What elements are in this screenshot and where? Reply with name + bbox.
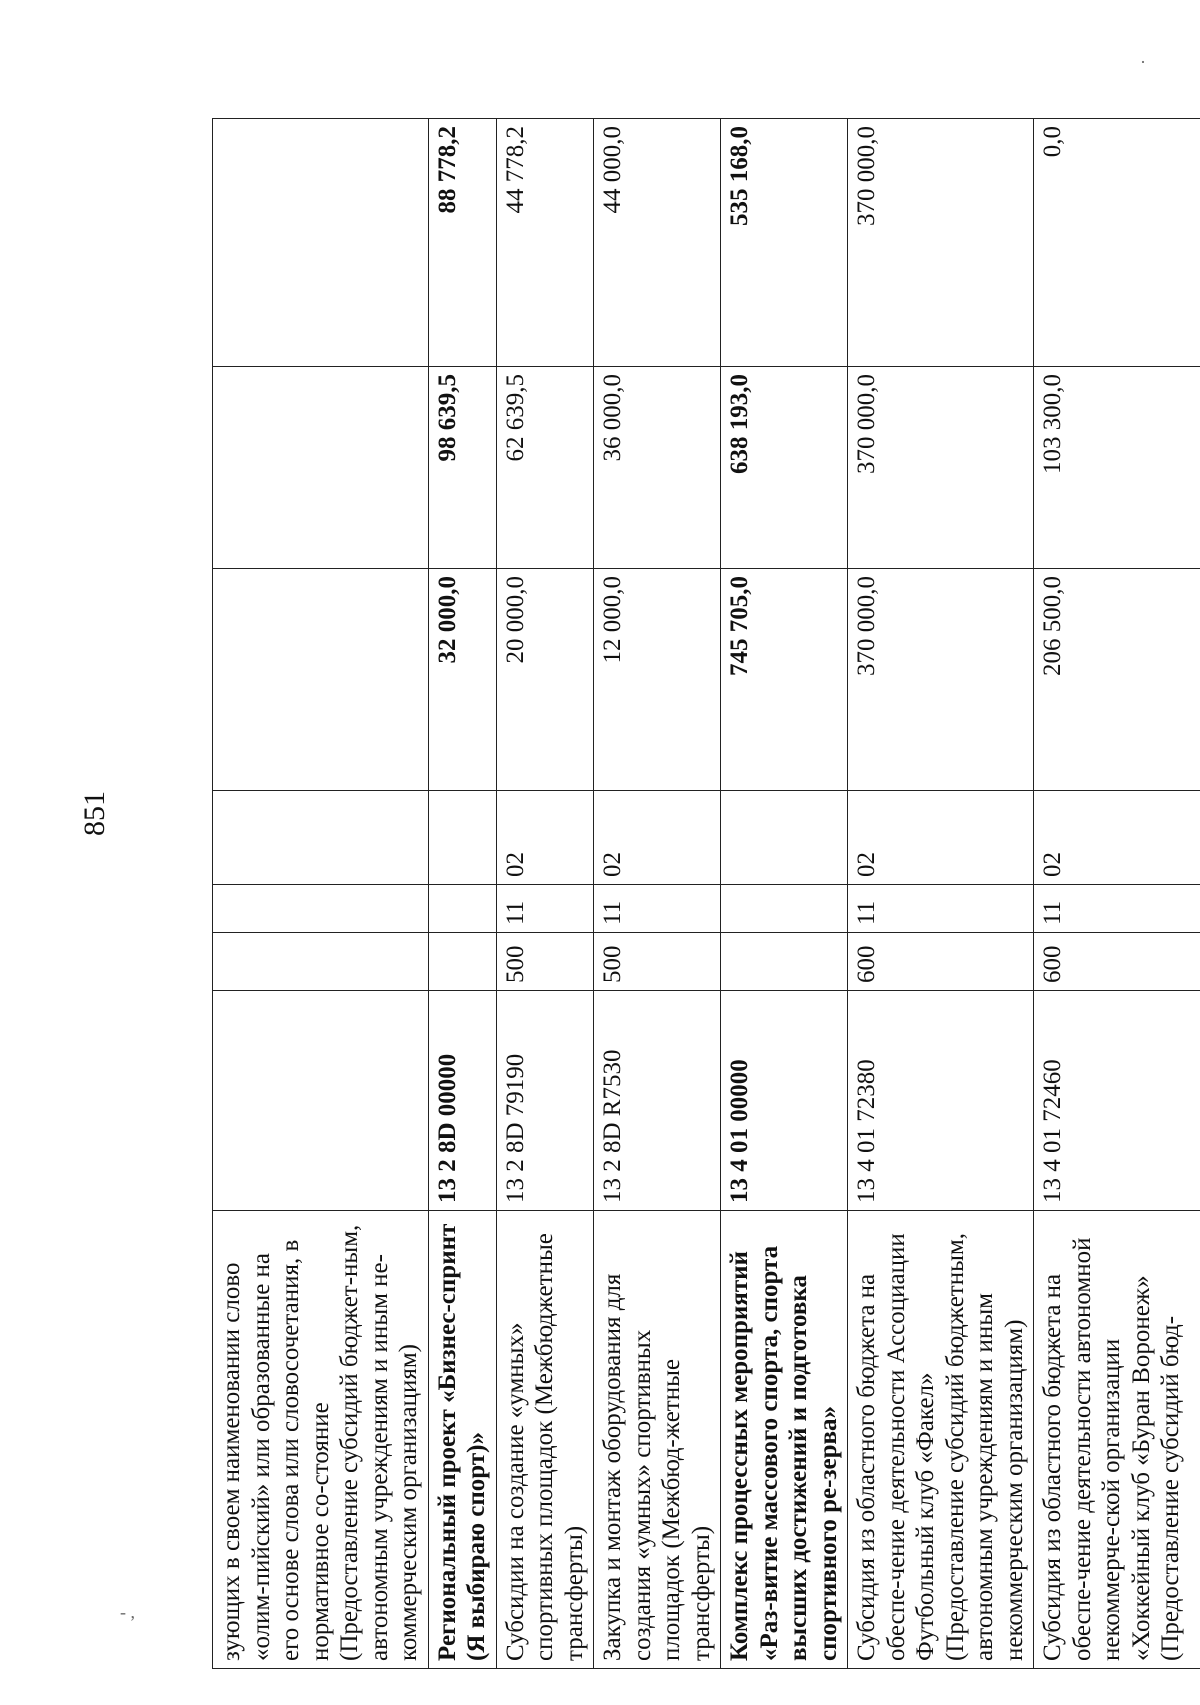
page-number: 851: [78, 791, 111, 836]
row-code: 13 2 8D R7530: [594, 991, 721, 1211]
scan-dot: ·: [1140, 52, 1146, 72]
row-code: 13 4 01 00000: [721, 991, 848, 1211]
scan-mark: - ,: [120, 1602, 135, 1622]
row-name: Субсидия из областного бюджета на обеспе-чение деятельности автономной некоммерче-ской организации «Хоккейный клуб «Буран Воронеж» (Предоставление субсидий бюд-: [1034, 1211, 1200, 1669]
row-name: Субсидия из областного бюджета на обеспе-чение деятельности Ассоциации Футбольный клуб «Факел» (Предоставление субсидий бюджетным, автономным учреждениям и иным некоммерческим организациям): [848, 1211, 1034, 1669]
row-code: 13 4 01 72380: [848, 991, 1034, 1211]
row-sum1: 32 000,0: [428, 569, 496, 791]
row-vr: [428, 933, 496, 991]
row-sum2: 103 300,0: [1034, 367, 1200, 569]
table-row: [721, 119, 848, 1669]
row-pr: 02: [1034, 791, 1200, 885]
row-sum3: 44 000,0: [594, 119, 721, 367]
row-code: 13 2 8D 79190: [496, 991, 594, 1211]
table-row: [496, 119, 594, 1669]
row-vr: 600: [1034, 933, 1200, 991]
row-sum2: 36 000,0: [594, 367, 721, 569]
row-sum2: 62 639,5: [496, 367, 594, 569]
row-code: [213, 991, 429, 1211]
table-row: [1034, 119, 1200, 1669]
row-sum3: 44 778,2: [496, 119, 594, 367]
row-rz: 11: [594, 885, 721, 933]
row-sum1: 206 500,0: [1034, 569, 1200, 791]
table-row: [594, 119, 721, 1669]
row-sum1: [213, 569, 429, 791]
row-rz: [428, 885, 496, 933]
row-name: Субсидии на создание «умных» спортивных площадок (Межбюджетные трансферты): [496, 1211, 594, 1669]
row-pr: [213, 791, 429, 885]
row-pr: 02: [594, 791, 721, 885]
row-pr: [721, 791, 848, 885]
row-rz: 11: [496, 885, 594, 933]
table-row: [213, 119, 429, 1669]
row-name: Закупка и монтаж оборудования для создания «умных» спортивных площадок (Межбюд-жетные трансферты): [594, 1211, 721, 1669]
row-name: зующих в своем наименовании слово «олим-пийский» или образованные на его основе слова или словосочетания, в нормативное со-стояние (Предоставление субсидий бюджет-ным, автономным учреждениям и иным не-коммерческим организациям): [213, 1211, 429, 1669]
row-sum1: 370 000,0: [848, 569, 1034, 791]
rotated-table-container: [212, 119, 1184, 1669]
row-name: Комплекс процессных мероприятий «Раз-витие массового спорта, спорта высших достижений и подготовка спортивного ре-зерва»: [721, 1211, 848, 1669]
row-sum3: 370 000,0: [848, 119, 1034, 367]
row-sum1: 20 000,0: [496, 569, 594, 791]
row-name: Региональный проект «Бизнес-спринт (Я выбираю спорт)»: [428, 1211, 496, 1669]
table-row: [848, 119, 1034, 1669]
row-sum2: [213, 367, 429, 569]
row-sum1: 745 705,0: [721, 569, 848, 791]
row-sum3: 535 168,0: [721, 119, 848, 367]
row-sum3: 88 778,2: [428, 119, 496, 367]
row-code: 13 4 01 72460: [1034, 991, 1200, 1211]
row-sum2: 370 000,0: [848, 367, 1034, 569]
row-sum3: [213, 119, 429, 367]
row-vr: [721, 933, 848, 991]
row-vr: [213, 933, 429, 991]
row-vr: 500: [594, 933, 721, 991]
budget-table: [212, 118, 1200, 1669]
row-vr: 500: [496, 933, 594, 991]
row-rz: [721, 885, 848, 933]
row-rz: [213, 885, 429, 933]
table-row: [428, 119, 496, 1669]
row-pr: 02: [848, 791, 1034, 885]
row-sum2: 98 639,5: [428, 367, 496, 569]
row-sum1: 12 000,0: [594, 569, 721, 791]
row-pr: [428, 791, 496, 885]
row-code: 13 2 8D 00000: [428, 991, 496, 1211]
row-vr: 600: [848, 933, 1034, 991]
row-rz: 11: [848, 885, 1034, 933]
row-pr: 02: [496, 791, 594, 885]
row-sum3: 0,0: [1034, 119, 1200, 367]
row-sum2: 638 193,0: [721, 367, 848, 569]
row-rz: 11: [1034, 885, 1200, 933]
